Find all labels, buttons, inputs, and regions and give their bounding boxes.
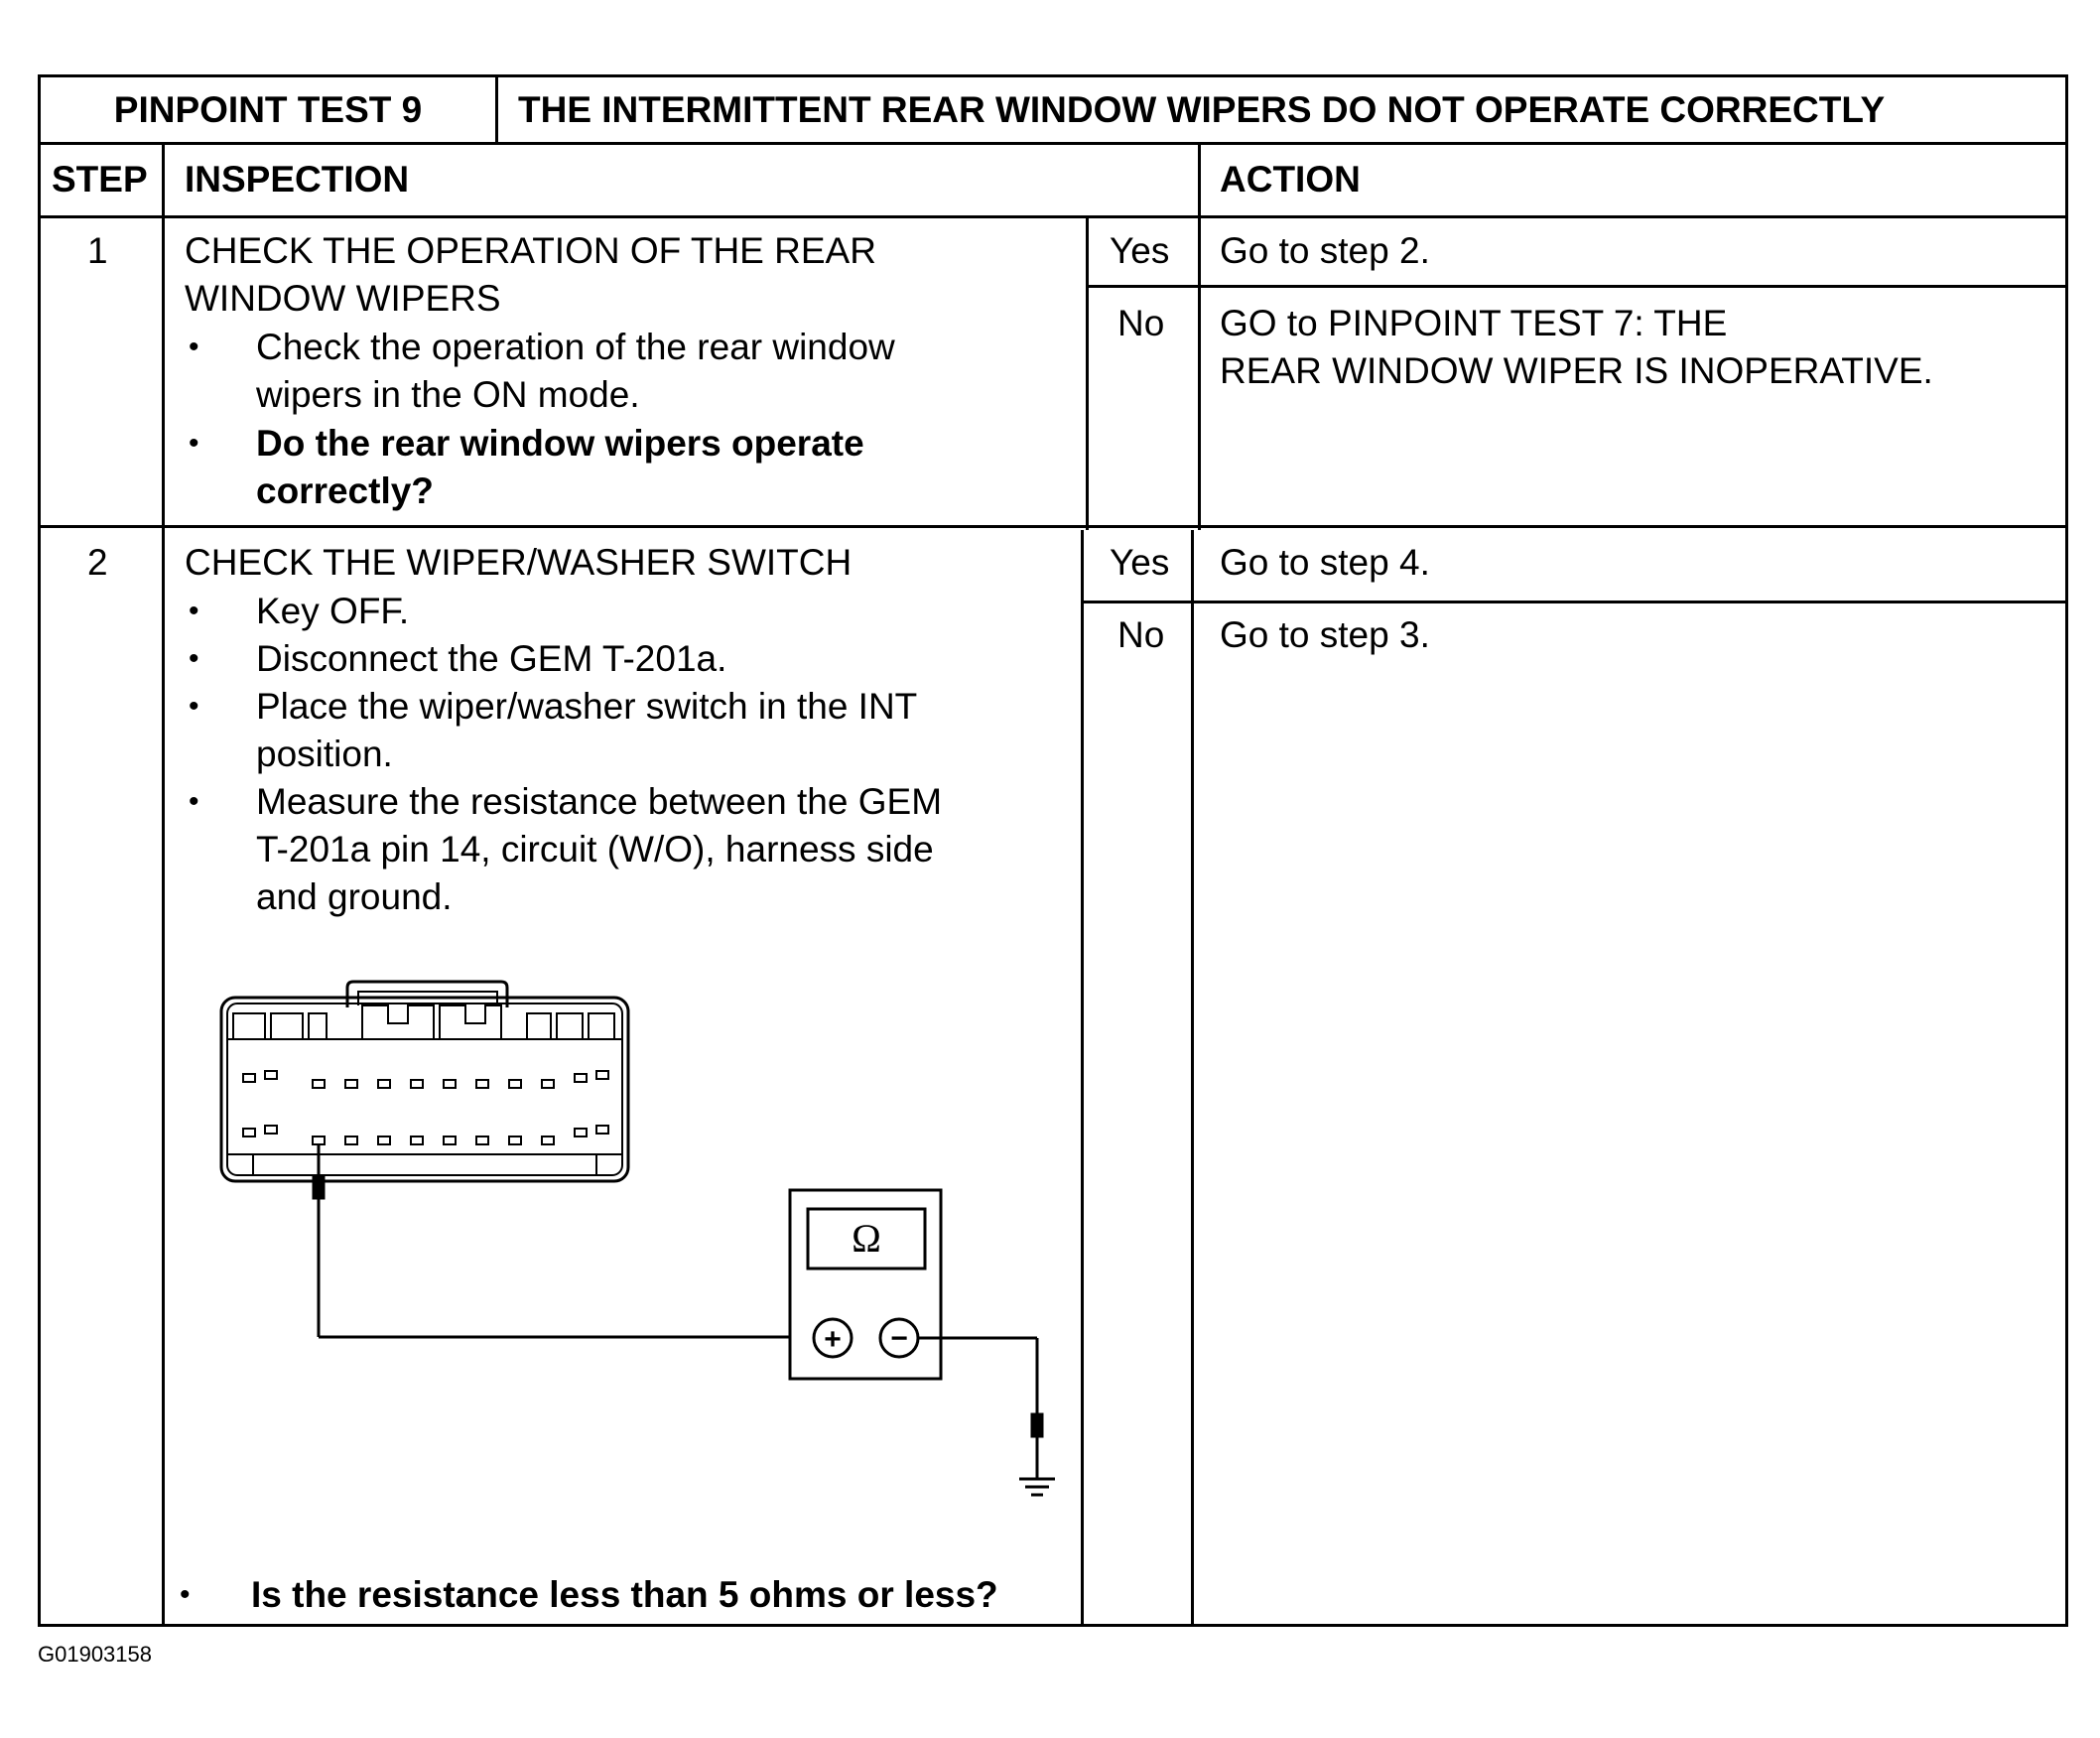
column-header-step: STEP xyxy=(52,159,148,200)
step2-bullet2: Disconnect the GEM T-201a. xyxy=(256,638,727,679)
ground-symbol-icon xyxy=(1019,1479,1055,1495)
step2-bullet4-line2: T-201a pin 14, circuit (W/O), harness side xyxy=(256,829,934,869)
step2-bullet3-line2: position. xyxy=(256,734,393,774)
step2-no-action: Go to step 3. xyxy=(1220,614,1430,655)
step2-bullet3-line1: Place the wiper/washer switch in the INT xyxy=(256,686,918,727)
step2-bullet4-line3: and ground. xyxy=(256,876,453,917)
step1-question-line2: correctly? xyxy=(256,470,434,511)
step1-bullet1-line2: wipers in the ON mode. xyxy=(256,374,640,415)
header-bottom-line xyxy=(38,215,2068,218)
negative-test-lead xyxy=(918,1338,1042,1479)
step2-yes-divider xyxy=(1081,601,2068,603)
bullet-icon: • xyxy=(189,690,199,723)
inspection-yesno-divider-2 xyxy=(1081,530,1084,1627)
inspection-yesno-divider-1 xyxy=(1086,218,1089,530)
step2-yes-label: Yes xyxy=(1110,542,1170,583)
step2-title: CHECK THE WIPER/WASHER SWITCH xyxy=(185,542,853,583)
step1-bullet1-line1: Check the operation of the rear window xyxy=(256,327,895,367)
test-title: THE INTERMITTENT REAR WINDOW WIPERS DO NOT OPERATE CORRECTLY xyxy=(518,88,1886,130)
step-column-divider xyxy=(162,145,165,1627)
step1-number: 1 xyxy=(87,230,108,271)
action-column-divider-2 xyxy=(1191,530,1194,1627)
step1-bottom-line xyxy=(38,525,2068,528)
resistance-test-diagram xyxy=(213,978,1067,1514)
action-column-divider-1 xyxy=(1198,145,1201,530)
bullet-icon: • xyxy=(189,427,199,460)
step1-no-action-line1: GO to PINPOINT TEST 7: THE xyxy=(1220,303,1728,343)
column-header-action: ACTION xyxy=(1220,159,1361,200)
ohm-symbol: Ω xyxy=(852,1216,881,1261)
step2-number: 2 xyxy=(87,542,108,583)
step1-no-action-line2: REAR WINDOW WIPER IS INOPERATIVE. xyxy=(1220,350,1933,391)
positive-test-lead xyxy=(314,1144,790,1337)
step1-yes-label: Yes xyxy=(1110,230,1170,271)
step2-bullet1: Key OFF. xyxy=(256,591,410,631)
gem-connector-icon xyxy=(221,982,628,1181)
step1-yes-action: Go to step 2. xyxy=(1220,230,1430,271)
step2-no-label: No xyxy=(1117,614,1165,655)
bullet-icon: • xyxy=(189,595,199,627)
step1-title-line1: CHECK THE OPERATION OF THE REAR xyxy=(185,230,876,271)
step2-bullet4-line1: Measure the resistance between the GEM xyxy=(256,781,943,822)
step1-question-line1: Do the rear window wipers operate xyxy=(256,423,864,464)
bullet-icon: • xyxy=(180,1578,191,1611)
step1-title-line2: WINDOW WIPERS xyxy=(185,278,501,319)
column-header-inspection: INSPECTION xyxy=(185,159,410,200)
plus-terminal-label: + xyxy=(824,1323,842,1356)
step2-question: Is the resistance less than 5 ohms or less? xyxy=(251,1574,998,1615)
test-label: PINPOINT TEST 9 xyxy=(41,77,498,142)
step2-yes-action: Go to step 4. xyxy=(1220,542,1430,583)
step1-yes-divider xyxy=(1086,285,2068,288)
title-row xyxy=(38,74,2068,145)
bullet-icon: • xyxy=(189,331,199,363)
figure-code: G01903158 xyxy=(38,1642,152,1667)
minus-terminal-label: − xyxy=(890,1322,908,1355)
bullet-icon: • xyxy=(189,642,199,675)
step1-no-label: No xyxy=(1117,303,1165,343)
bullet-icon: • xyxy=(189,785,199,818)
